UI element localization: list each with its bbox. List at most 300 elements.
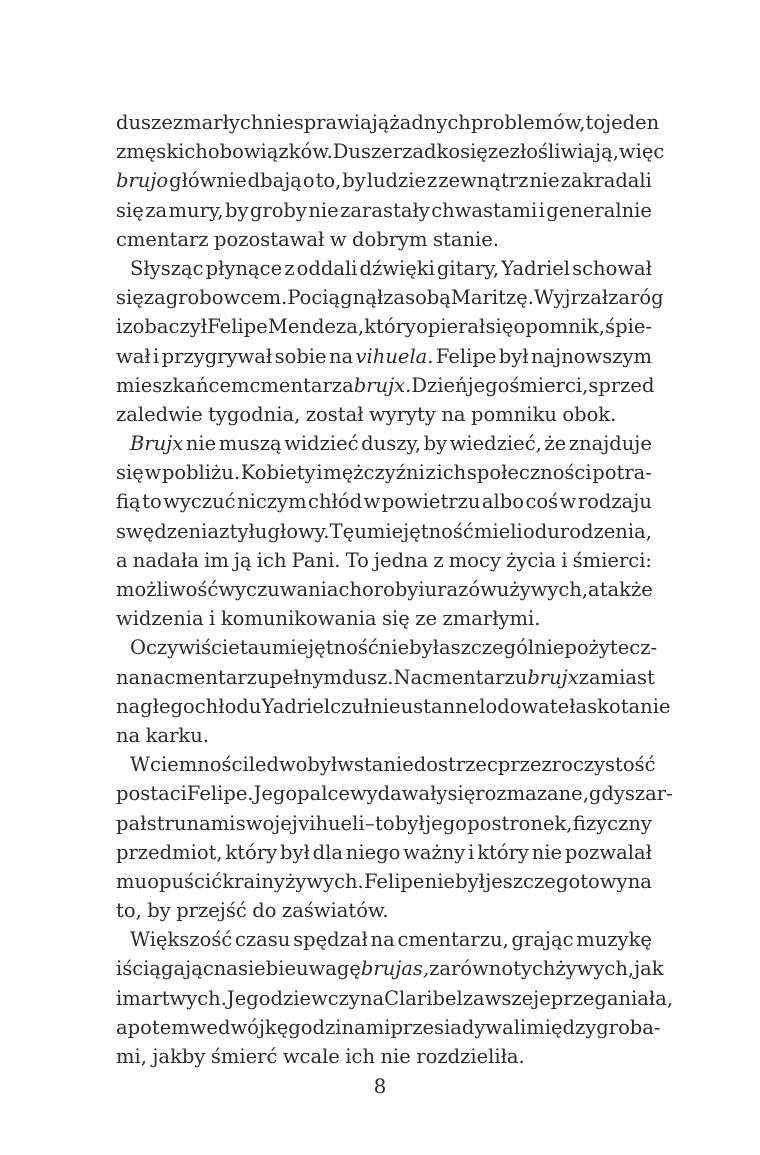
- word: dziewczyna: [270, 986, 385, 1010]
- word: a: [588, 578, 600, 601]
- word: Pani.: [291, 548, 341, 572]
- word: Słysząc: [130, 256, 204, 280]
- word: był: [455, 869, 485, 893]
- word: ludzie: [366, 169, 427, 193]
- word: Dzień: [411, 373, 468, 397]
- word: nie: [424, 869, 455, 893]
- word: w: [363, 490, 381, 514]
- word: widzenia: [116, 607, 204, 631]
- word: zarówno: [429, 957, 514, 981]
- word: który: [225, 840, 278, 864]
- word: strunami: [146, 811, 236, 835]
- word: problemów,: [470, 111, 586, 134]
- word: ciemności: [150, 753, 249, 777]
- word: to,: [116, 899, 142, 923]
- word: ich: [345, 1045, 376, 1068]
- word: nieustanne: [370, 694, 480, 718]
- word: uwagę: [295, 957, 361, 981]
- word: szar-: [624, 782, 673, 806]
- word: Felipe: [435, 344, 497, 368]
- word: Claribel: [384, 986, 463, 1010]
- word: nie: [308, 198, 339, 222]
- word: groba-: [596, 1015, 661, 1039]
- word: wiedzieć,: [449, 432, 542, 456]
- text-line: [116, 692, 671, 721]
- word: gotowy: [555, 869, 628, 893]
- word: na: [116, 665, 141, 689]
- paragraph: [116, 925, 674, 1071]
- word: na: [441, 402, 466, 426]
- word: u: [496, 578, 510, 601]
- word: nie: [529, 169, 560, 193]
- word: mocy: [448, 548, 501, 572]
- text-line: [116, 867, 652, 896]
- word: swędzenia: [116, 519, 219, 543]
- word: się: [447, 782, 476, 806]
- word: się: [460, 140, 488, 164]
- word: żywych,: [509, 578, 589, 601]
- word: na: [627, 869, 652, 893]
- word: rozmazane,: [475, 782, 589, 806]
- word: najnowszym: [530, 344, 652, 368]
- text-line: [116, 925, 652, 954]
- text-line: [116, 458, 652, 487]
- text-line: [116, 1042, 652, 1071]
- word: w: [329, 227, 347, 251]
- text-line: [116, 342, 652, 371]
- word: się: [485, 315, 514, 339]
- word: obowiązków.: [207, 140, 333, 164]
- italic-word: brujo: [116, 169, 169, 193]
- word: niczym: [237, 490, 307, 514]
- word: i: [153, 344, 160, 368]
- word: nie: [185, 432, 217, 456]
- word: się: [116, 198, 144, 222]
- word: i: [116, 986, 123, 1010]
- word: jedna: [374, 548, 429, 572]
- paragraph: [116, 108, 665, 254]
- word: dusz.: [341, 665, 394, 689]
- word: wał: [116, 344, 151, 368]
- word: gitary,: [436, 256, 500, 280]
- word: nagłego: [116, 694, 195, 718]
- word: o: [513, 315, 526, 339]
- word: mu: [116, 869, 148, 893]
- word: Jego: [226, 986, 271, 1010]
- italic-word: Brujx: [130, 432, 184, 456]
- word: i: [316, 461, 323, 485]
- word: potra-: [592, 461, 652, 485]
- word: widzieć: [284, 432, 359, 456]
- word: rzadko: [392, 140, 461, 164]
- word: W: [130, 753, 151, 777]
- word: mi,: [116, 1045, 147, 1068]
- word: była: [409, 636, 451, 660]
- word: stanie: [353, 753, 414, 777]
- word: dwójkę: [217, 1015, 289, 1039]
- word: mieszkańcem: [116, 373, 250, 397]
- word: sobie: [274, 344, 327, 368]
- word: muszą: [218, 432, 282, 456]
- word: ściągając: [122, 957, 214, 981]
- paragraph: [116, 633, 671, 750]
- word: postaci: [116, 782, 187, 806]
- word: był: [498, 344, 529, 368]
- word: że: [544, 432, 567, 456]
- word: cmentarzu: [164, 665, 270, 689]
- word: choroby: [338, 578, 419, 601]
- word: mury,: [168, 198, 224, 222]
- word: w: [559, 490, 577, 514]
- text-line: [116, 1013, 661, 1042]
- text-line: [116, 371, 655, 400]
- word: cmentarz: [116, 227, 209, 251]
- word: spędzał: [293, 928, 368, 952]
- text-line: [116, 487, 652, 516]
- italic-word: brujx: [527, 665, 579, 689]
- word: między: [526, 1015, 597, 1039]
- word: czasu: [234, 928, 291, 952]
- word: to,: [315, 169, 342, 193]
- word: z: [284, 256, 295, 280]
- italic-word: brujx.: [353, 373, 412, 397]
- word: Oczywiście: [130, 636, 240, 660]
- word: Dusze: [332, 140, 393, 164]
- text-line: [116, 575, 652, 604]
- word: Felipe: [363, 869, 425, 893]
- word: cmentarza: [249, 373, 354, 397]
- word: palce: [297, 782, 350, 806]
- text-line: [116, 721, 652, 750]
- word: by: [147, 899, 171, 923]
- word: nadała: [132, 548, 200, 572]
- word: od: [522, 519, 548, 543]
- word: z: [427, 169, 438, 193]
- word: a: [116, 1015, 128, 1039]
- word: zezłośliwiają,: [487, 140, 619, 164]
- word: nie: [380, 1045, 411, 1068]
- word: cmentarzu,: [397, 928, 509, 952]
- word: coś: [525, 490, 559, 514]
- word: oddali: [296, 256, 358, 280]
- text-line: [116, 517, 652, 546]
- text-line: [116, 166, 652, 195]
- word: Felipe: [207, 315, 268, 339]
- word: opuścić: [147, 869, 223, 893]
- word: tyłu: [229, 519, 268, 543]
- word: i: [418, 578, 425, 601]
- word: łaskotanie: [569, 694, 671, 718]
- word: –: [364, 811, 375, 835]
- paragraph: [116, 254, 664, 429]
- word: tygodnia,: [208, 402, 301, 426]
- word: zakradali: [560, 169, 652, 193]
- word: grając: [511, 928, 574, 952]
- word: dusze: [116, 111, 173, 134]
- word: na: [370, 928, 395, 952]
- word: albo: [481, 490, 525, 514]
- text-line: [116, 896, 652, 925]
- word: jeszcze: [485, 869, 556, 893]
- word: żywych,: [555, 957, 635, 981]
- word: jeden: [605, 111, 660, 134]
- word: Kobiety: [240, 461, 316, 485]
- word: dźwięki: [359, 256, 435, 280]
- word: pał: [116, 811, 147, 835]
- word: To: [345, 548, 369, 572]
- word: duszy,: [361, 432, 422, 456]
- word: pozostawał: [214, 227, 325, 251]
- word: żywych.: [285, 869, 364, 893]
- word: vihueli: [298, 811, 365, 835]
- word: który: [477, 840, 529, 864]
- word: pobliżu.: [161, 461, 241, 485]
- word: krainy: [222, 869, 285, 893]
- word: rozdzieliła.: [416, 1045, 525, 1068]
- text-line: [116, 809, 652, 838]
- word: społeczności: [466, 461, 592, 485]
- word: się: [116, 286, 144, 310]
- word: szczególnie: [450, 636, 565, 660]
- text-line: [116, 254, 652, 283]
- text-line: [116, 137, 665, 166]
- word: zarastały: [340, 198, 430, 222]
- word: przesiadywali: [390, 1015, 527, 1039]
- word: zmarłych: [172, 111, 264, 134]
- word: mężczyźni: [323, 461, 425, 485]
- word: przejść: [176, 899, 247, 923]
- word: za: [143, 286, 166, 310]
- word: śmierci:: [572, 548, 652, 572]
- word: został: [305, 402, 364, 426]
- word: schował: [572, 256, 652, 280]
- text-line: [116, 838, 652, 867]
- word: jakby: [152, 1045, 206, 1068]
- word: chłodu: [194, 694, 262, 718]
- book-page-text: [116, 108, 674, 1071]
- word: i: [116, 315, 123, 339]
- text-line: [116, 225, 652, 254]
- word: zaledwie: [116, 402, 203, 426]
- word: godzinami: [288, 1015, 391, 1039]
- word: śmierć: [210, 1045, 278, 1068]
- word: z: [116, 140, 127, 164]
- word: pomnik,: [525, 315, 605, 339]
- word: zmarłymi.: [442, 607, 541, 631]
- page-number: 8: [373, 1074, 387, 1098]
- word: fizyczny: [572, 811, 652, 835]
- word: w: [144, 461, 162, 485]
- word: możliwość: [116, 578, 219, 601]
- word: śmierci,: [509, 373, 589, 397]
- word: męskich: [126, 140, 208, 164]
- word: się: [381, 607, 410, 631]
- word: ta: [239, 636, 260, 660]
- word: jego: [425, 811, 467, 835]
- word: był: [394, 811, 425, 835]
- word: i: [538, 198, 545, 222]
- text-line: [116, 312, 652, 341]
- word: z: [425, 461, 436, 485]
- word: urodzenia,: [547, 519, 652, 543]
- word: przygrywał: [161, 344, 273, 368]
- word: Yadriel: [261, 694, 331, 718]
- italic-word: vihuela.: [355, 344, 434, 368]
- word: jak: [634, 957, 664, 981]
- word: chwastami: [431, 198, 538, 222]
- word: za: [383, 286, 406, 310]
- word: nie: [378, 636, 410, 660]
- word: był: [279, 840, 310, 864]
- word: jego: [467, 373, 510, 397]
- word: znajduje: [568, 432, 652, 456]
- word: z: [433, 548, 444, 572]
- text-line: [116, 633, 658, 662]
- word: muzykę: [576, 928, 652, 952]
- word: chłód: [308, 490, 363, 514]
- word: umiejętność: [354, 519, 474, 543]
- word: który: [364, 315, 416, 339]
- text-line: [116, 400, 652, 429]
- word: głowy.: [267, 519, 330, 543]
- word: ledwo: [248, 753, 308, 777]
- word: wyryty: [369, 402, 436, 426]
- word: groby: [249, 198, 307, 222]
- word: pełnym: [269, 665, 342, 689]
- word: Wyjrzał: [533, 286, 609, 310]
- text-line: [116, 196, 652, 225]
- text-line: [116, 283, 664, 312]
- text-line: [116, 779, 673, 808]
- word: Tę: [329, 519, 355, 543]
- word: to: [375, 811, 395, 835]
- word: karku.: [145, 723, 209, 747]
- word: a: [116, 548, 128, 572]
- word: życia: [506, 548, 557, 572]
- word: i: [468, 840, 475, 864]
- word: siebie: [237, 957, 296, 981]
- word: we: [189, 1015, 218, 1039]
- word: Pociągnął: [287, 286, 384, 310]
- word: na: [328, 344, 354, 368]
- text-line: [116, 604, 652, 633]
- word: swojej: [235, 811, 298, 835]
- word: zamiast: [578, 665, 655, 689]
- word: dla: [312, 840, 343, 864]
- word: także: [599, 578, 653, 601]
- word: więc: [618, 140, 665, 164]
- word: Mendeza,: [267, 315, 365, 339]
- word: wcale: [282, 1045, 340, 1068]
- word: do: [252, 899, 277, 923]
- word: na: [116, 723, 141, 747]
- word: głównie: [169, 169, 247, 193]
- word: mieli: [474, 519, 523, 543]
- word: je: [533, 986, 551, 1010]
- word: opierał: [416, 315, 486, 339]
- word: powietrzu: [381, 490, 481, 514]
- word: i: [209, 607, 216, 631]
- word: Felipe.: [186, 782, 254, 806]
- word: martwych.: [122, 986, 227, 1010]
- word: umiejętność: [259, 636, 379, 660]
- word: zobaczył: [122, 315, 208, 339]
- word: obok.: [562, 402, 617, 426]
- word: przeganiała,: [550, 986, 674, 1010]
- word: cmentarzu: [422, 665, 528, 689]
- word: im: [204, 548, 229, 572]
- word: Większość: [130, 928, 233, 952]
- text-line: [116, 663, 655, 692]
- word: to: [585, 111, 606, 134]
- word: o: [302, 169, 315, 193]
- text-line: [116, 108, 660, 137]
- word: przezroczystość: [497, 753, 656, 777]
- word: Maritzę.: [450, 286, 534, 310]
- word: na: [213, 957, 238, 981]
- paragraph: [116, 750, 673, 925]
- word: fią: [116, 490, 141, 514]
- word: by: [423, 432, 448, 456]
- word: gdy: [588, 782, 625, 806]
- word: dbają: [247, 169, 302, 193]
- word: rodzaju: [577, 490, 652, 514]
- word: to: [142, 490, 162, 514]
- word: zawsze: [462, 986, 534, 1010]
- word: wyczuwania: [218, 578, 339, 601]
- word: przedmiot,: [116, 840, 223, 864]
- word: ją: [234, 548, 252, 572]
- word: nie: [531, 840, 563, 864]
- word: dobrym: [352, 227, 428, 251]
- word: tych: [513, 957, 556, 981]
- word: Na: [393, 665, 423, 689]
- word: by: [224, 198, 249, 222]
- word: generalnie: [546, 198, 652, 222]
- word: róg: [630, 286, 664, 310]
- word: zaświatów.: [281, 899, 389, 923]
- word: i: [561, 548, 568, 572]
- word: niego: [345, 840, 401, 864]
- word: był: [307, 753, 338, 777]
- word: komunikowania: [220, 607, 377, 631]
- text-line: [116, 429, 652, 458]
- word: Jego: [253, 782, 298, 806]
- word: ważny: [403, 840, 466, 864]
- word: pomniku: [471, 402, 557, 426]
- word: pożytecz-: [564, 636, 658, 660]
- word: Yadriel: [501, 256, 570, 280]
- word: czuł: [330, 694, 371, 718]
- word: postronek,: [467, 811, 573, 835]
- word: żadnych: [389, 111, 471, 134]
- word: i: [116, 957, 123, 981]
- word: potem: [127, 1015, 190, 1039]
- word: ze: [415, 607, 438, 631]
- word: sprzed: [588, 373, 655, 397]
- word: wydawały: [349, 782, 448, 806]
- text-line: [116, 750, 656, 779]
- word: na: [140, 665, 165, 689]
- word: dostrzec: [413, 753, 498, 777]
- word: zewnątrz: [438, 169, 529, 193]
- word: pozwalał: [564, 840, 652, 864]
- word: śpie-: [605, 315, 652, 339]
- word: ich: [256, 548, 287, 572]
- word: wyczuć: [163, 490, 236, 514]
- text-line: [116, 954, 664, 983]
- text-line: [116, 546, 652, 575]
